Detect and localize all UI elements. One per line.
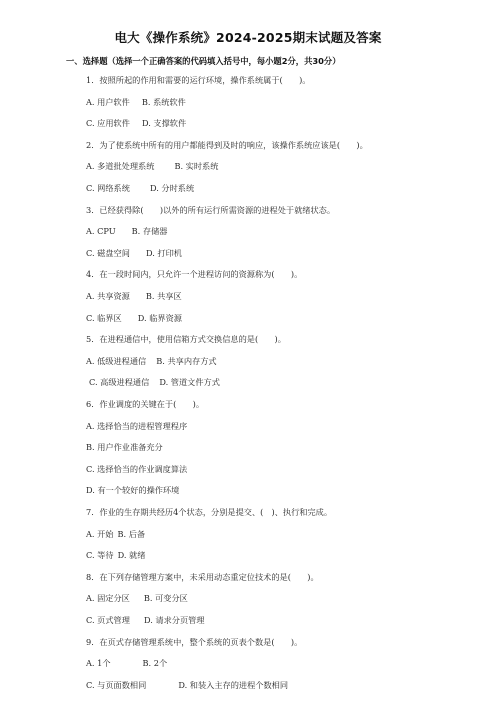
answer-option: A. 共享资源 bbox=[86, 291, 130, 301]
answer-option: B. 存储器 bbox=[131, 226, 168, 237]
option-row bbox=[86, 464, 187, 474]
answer-option: D. 请求分页管理 bbox=[143, 615, 205, 625]
option-row bbox=[86, 97, 186, 107]
document-title: 电大《操作系统》2024-2025期末试题及答案 bbox=[114, 30, 382, 45]
answer-option: A. 开始 bbox=[86, 528, 114, 539]
option-row bbox=[86, 421, 187, 431]
section-heading: 一、选择题（选择一个正确答案的代码填入括号中，每小题2分，共30分） bbox=[66, 56, 341, 66]
answer-option: C. 应用软件 bbox=[86, 118, 130, 129]
question-stem: 7．作业的生存期共经历4个状态，分别是提交、( )、执行和完成。 bbox=[86, 507, 333, 517]
answer-option: D. 支撑软件 bbox=[141, 118, 187, 129]
option-row bbox=[86, 442, 163, 452]
answer-option: B. 共享内存方式 bbox=[156, 355, 217, 366]
option-row bbox=[86, 248, 182, 258]
option-row bbox=[86, 161, 218, 171]
question-stem: 8．在下列存储管理方案中，未采用动态重定位技术的是( )。 bbox=[86, 571, 319, 582]
option-row bbox=[86, 615, 205, 625]
answer-option: A. 用户软件 bbox=[86, 96, 130, 107]
answer-option: B. 可变分区 bbox=[143, 593, 188, 604]
answer-option: C. 等待 bbox=[86, 550, 114, 561]
option-row bbox=[86, 118, 186, 128]
option-row bbox=[86, 226, 167, 236]
option-row bbox=[86, 485, 179, 495]
answer-option: A. 固定分区 bbox=[86, 593, 130, 604]
option-row bbox=[86, 658, 167, 668]
option-row bbox=[86, 680, 288, 690]
answer-option: D. 和装入主存的进程个数相同 bbox=[178, 679, 289, 690]
answer-option: A. 多道批处理系统 bbox=[86, 161, 155, 172]
answer-option: D. 就绪 bbox=[117, 550, 146, 561]
answer-option: C. 选择恰当的作业调度算法 bbox=[86, 463, 188, 474]
option-row bbox=[86, 550, 145, 560]
answer-option: B. 2个 bbox=[142, 658, 168, 669]
question-stem: 9．在页式存储管理系统中，整个系统的页表个数是( )。 bbox=[86, 636, 303, 647]
question-stem: 5．在进程通信中，使用信箱方式交换信息的是( )。 bbox=[86, 334, 286, 345]
option-row bbox=[86, 313, 182, 323]
option-row bbox=[89, 377, 220, 387]
answer-option: D. 分时系统 bbox=[149, 183, 195, 193]
answer-option: B. 实时系统 bbox=[174, 161, 219, 172]
answer-option: A. 选择恰当的进程管理程序 bbox=[86, 420, 188, 431]
answer-option: B. 用户作业准备充分 bbox=[86, 442, 163, 453]
answer-option: C. 页式管理 bbox=[86, 615, 130, 625]
option-row bbox=[86, 183, 194, 193]
question-stem: 2．为了使系统中所有的用户都能得到及时的响应，该操作系统应该是( )。 bbox=[86, 139, 368, 150]
answer-option: D. 管道文件方式 bbox=[159, 377, 220, 388]
answer-option: C. 临界区 bbox=[86, 312, 122, 323]
answer-option: C. 高级进程通信 bbox=[89, 377, 150, 388]
answer-option: A. CPU bbox=[86, 226, 116, 237]
answer-option: C. 网络系统 bbox=[86, 183, 130, 193]
answer-option: C. 与页面数相同 bbox=[86, 679, 147, 690]
question-stem: 1．按照所起的作用和需要的运行环境，操作系统属于( )。 bbox=[86, 75, 311, 85]
answer-option: D. 有一个较好的操作环境 bbox=[86, 485, 180, 496]
option-row bbox=[86, 529, 145, 539]
answer-option: B. 后备 bbox=[117, 528, 146, 539]
question-stem: 4．在一段时间内，只允许一个进程访问的资源称为( )。 bbox=[86, 269, 303, 280]
answer-option: D. 临界资源 bbox=[137, 312, 182, 323]
answer-option: C. 磁盘空间 bbox=[86, 247, 130, 258]
option-row bbox=[86, 593, 188, 603]
answer-option: A. 低级进程通信 bbox=[86, 355, 147, 366]
answer-option: B. 系统软件 bbox=[141, 96, 186, 107]
answer-option: D. 打印机 bbox=[145, 247, 182, 258]
question-stem: 3．已经获得除( )以外的所有运行所需资源的进程处于就绪状态。 bbox=[86, 204, 336, 215]
option-row bbox=[86, 291, 182, 301]
answer-option: A. 1个 bbox=[86, 658, 111, 669]
option-row bbox=[86, 356, 217, 366]
question-stem: 6．作业调度的关键在于( )。 bbox=[86, 399, 205, 409]
answer-option: B. 共享区 bbox=[145, 291, 182, 301]
